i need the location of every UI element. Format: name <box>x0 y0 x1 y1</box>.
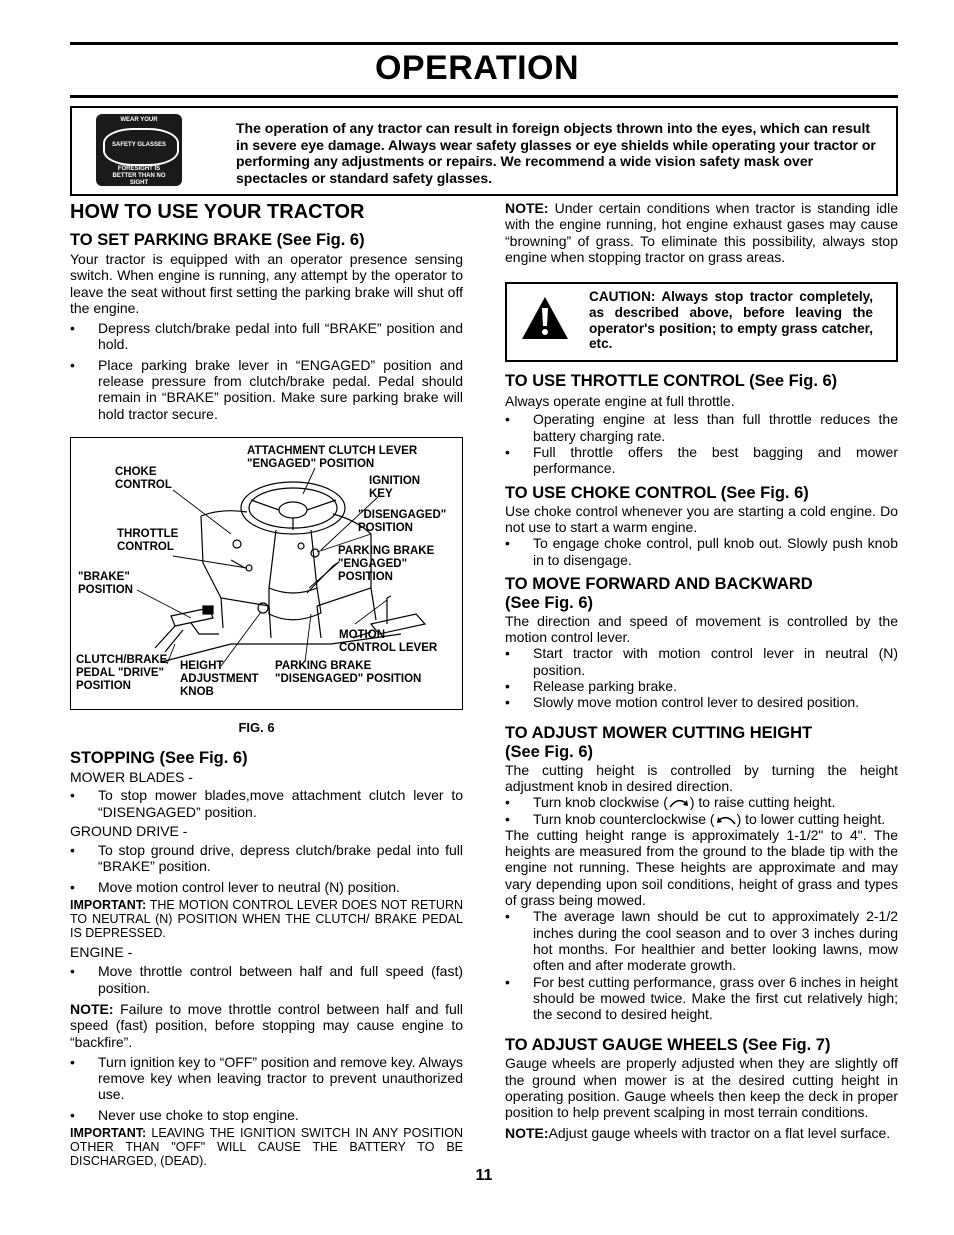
list-item: • Slowly move motion control lever to desired position. <box>505 694 898 710</box>
list-item: • Operating engine at less than full throttle reduces the battery charging rate. <box>505 411 898 444</box>
throttle-heading: TO USE THROTTLE CONTROL (See Fig. 6) <box>505 372 838 391</box>
important-text: LEAVING THE IGNITION SWITCH IN ANY POSITION OTHER THAN "OFF" WILL CAUSE THE BATTERY TO BE DISCHARGED, (DEAD). <box>70 1126 463 1169</box>
note-text: Failure to move throttle control between half and full speed (fast) position, before stopping may cause engine to “backfire”. <box>70 1000 463 1050</box>
engine-steps <box>70 963 463 996</box>
stopping-heading: STOPPING (See Fig. 6) <box>70 748 248 767</box>
list-item: • Depress clutch/brake pedal into full “BRAKE” position and hold. <box>70 320 463 353</box>
title-rule <box>70 95 898 98</box>
label-motion-control-lever: MOTION CONTROL LEVER <box>339 628 438 654</box>
right-column <box>505 200 898 1141</box>
important-label: IMPORTANT: <box>70 1126 147 1141</box>
badge-top-text: WEAR YOUR <box>120 117 158 123</box>
height-knob-steps <box>505 794 898 827</box>
note-text: Under certain conditions when tractor is standing idle with the engine running, hot engine exhaust gases may cause “browning” of grass. To eliminate this possibility, always stop engine when stopping tractor on grass areas. <box>505 200 898 265</box>
throttle-intro: Always operate engine at full throttle. <box>505 393 735 410</box>
choke-heading: TO USE CHOKE CONTROL (See Fig. 6) <box>505 483 809 502</box>
list-item: • Full throttle offers the best bagging and mower performance. <box>505 444 898 477</box>
list-item: • To engage choke control, pull knob out. Slowly push knob in to disengage. <box>505 535 898 568</box>
list-item: • Release parking brake. <box>505 678 898 694</box>
mowing-tips <box>505 908 898 1022</box>
label-choke-control: CHOKE CONTROL <box>115 465 172 491</box>
gauge-intro: Gauge wheels are properly adjusted when they are slightly off the ground when mower is at the desired cutting height in operating position. Gauge wheels then keep the deck in proper position to help prevent scalping in most terrain conditions. <box>505 1055 898 1121</box>
badge-middle-text: SAFETY GLASSES <box>112 142 166 148</box>
safety-warning-box <box>70 106 898 196</box>
move-intro: The direction and speed of movement is controlled by the motion control lever. <box>505 612 898 646</box>
safety-glasses-badge <box>96 114 182 186</box>
label-parking-brake-disengaged: PARKING BRAKE "DISENGAGED" POSITION <box>275 659 422 685</box>
label-disengaged-position: "DISENGAGED" POSITION <box>358 508 447 534</box>
parking-brake-steps <box>70 320 463 422</box>
mower-blades-label: MOWER BLADES - <box>70 768 193 785</box>
list-item: • Never use choke to stop engine. <box>70 1107 463 1123</box>
counterclockwise-result: ) to lower cutting height. <box>736 810 886 827</box>
note-label: NOTE: <box>70 1000 114 1017</box>
parking-brake-intro: Your tractor is equipped with an operator presence sensing switch. When engine is running, any attempt by the operator to leave the seat without first setting the parking brake will shut off the engine. <box>70 251 463 316</box>
list-item <box>505 811 898 827</box>
label-throttle-control: THROTTLE CONTROL <box>117 527 179 553</box>
list-item: • Turn ignition key to “OFF” position and remove key. Always remove key when leaving tractor to prevent unauthorized use. <box>70 1054 463 1103</box>
gauge-note <box>505 1125 898 1141</box>
move-steps <box>505 645 898 710</box>
top-rule <box>70 42 898 45</box>
note-backfire <box>70 1001 463 1050</box>
label-attachment-clutch: ATTACHMENT CLUTCH LEVER "ENGAGED" POSITION <box>247 444 418 470</box>
choke-steps <box>505 535 898 568</box>
engine-label: ENGINE - <box>70 944 133 961</box>
height-heading: TO ADJUST MOWER CUTTING HEIGHT <box>505 723 813 742</box>
counterclockwise-text: Turn knob counterclockwise ( <box>533 810 715 827</box>
mower-blades-steps <box>70 787 463 820</box>
list-item: • To stop mower blades,move attachment clutch lever to “DISENGAGED” position. <box>70 787 463 820</box>
caution-text: CAUTION: Always stop tractor completely, as described above, before leaving the operator's position; to empty grass catcher, etc. <box>589 289 873 352</box>
list-item <box>505 794 898 810</box>
label-parking-brake-engaged: PARKING BRAKE "ENGAGED" POSITION <box>338 544 435 583</box>
warning-triangle-icon <box>519 294 571 342</box>
label-brake-position: "BRAKE" POSITION <box>78 570 133 596</box>
caution-box <box>505 282 898 362</box>
note-exhaust <box>505 200 898 265</box>
counterclockwise-arrow-icon <box>715 813 737 825</box>
clockwise-arrow-icon <box>668 796 690 808</box>
move-heading-ref: (See Fig. 6) <box>505 593 594 612</box>
label-ignition-key: IGNITION KEY <box>369 474 421 500</box>
clockwise-result: ) to raise cutting height. <box>689 794 836 811</box>
section-title: HOW TO USE YOUR TRACTOR <box>70 201 365 223</box>
important-text: THE MOTION CONTROL LEVER DOES NOT RETURN TO NEUTRAL (N) POSITION WHEN THE CLUTCH/ BRAKE PEDAL IS DEPRESSED. <box>70 898 463 941</box>
list-item: • Move throttle control between half and full speed (fast) position. <box>70 963 463 996</box>
height-heading-ref: (See Fig. 6) <box>505 742 594 761</box>
label-clutch-brake-pedal: CLUTCH/BRAKE PEDAL "DRIVE" POSITION <box>76 653 168 692</box>
important-label: IMPORTANT: <box>70 898 147 913</box>
important-note-motion <box>70 898 463 940</box>
figure-6 <box>70 437 463 710</box>
list-item: • For best cutting performance, grass over 6 inches in height should be mowed twice. Make the first cut relatively high; the second to desired height. <box>505 974 898 1023</box>
choke-intro: Use choke control whenever you are starting a cold engine. Do not use to start a warm engine. <box>505 502 898 535</box>
page-title: OPERATION <box>374 49 580 87</box>
note-label: NOTE: <box>505 200 549 216</box>
list-item: • Move motion control lever to neutral (N) position. <box>70 879 463 895</box>
important-note-ignition <box>70 1126 463 1168</box>
list-item: • Place parking brake lever in “ENGAGED” position and release pressure from clutch/brake pedal. Pedal should remain in “BRAKE” position. Make sure parking brake will hold tractor secure. <box>70 357 463 422</box>
parking-brake-heading: TO SET PARKING BRAKE (See Fig. 6) <box>70 231 365 249</box>
gauge-heading: TO ADJUST GAUGE WHEELS (See Fig. 7) <box>505 1036 831 1055</box>
throttle-steps <box>505 411 898 476</box>
figure-caption: FIG. 6 <box>238 719 275 735</box>
label-height-adjustment-knob: HEIGHT ADJUSTMENT KNOB <box>180 659 259 698</box>
clockwise-text: Turn knob clockwise ( <box>533 794 668 811</box>
list-item: • The average lawn should be cut to approximately 2-1/2 inches during the cool season and to over 3 inches during hot months. For healthier and better looking lawns, mow often and after moderate growth. <box>505 908 898 973</box>
safety-warning-text: The operation of any tractor can result in foreign objects thrown into the eyes, which can result in severe eye damage. Always wear safety glasses or eye shields while operating your tractor or performing any adjustments or repairs. We recommend a wide vision safety mask over spectacles or standard safety glasses. <box>236 120 876 186</box>
height-range-text: The cutting height range is approximately 1-1/2" to 4". The heights are measured from the ground to the blade tip with the engine not running. These heights are approximate and may vary depending upon soil conditions, height of grass and types of grass being mowed. <box>505 826 898 909</box>
move-heading: TO MOVE FORWARD AND BACKWARD <box>505 574 813 593</box>
list-item: • Start tractor with motion control lever in neutral (N) position. <box>505 645 898 678</box>
note-text: Adjust gauge wheels with tractor on a flat level surface. <box>548 1124 891 1141</box>
note-label: NOTE: <box>505 1124 549 1141</box>
list-item: • To stop ground drive, depress clutch/brake pedal into full “BRAKE” position. <box>70 842 463 875</box>
shutdown-steps <box>70 1054 463 1123</box>
ground-drive-label: GROUND DRIVE - <box>70 822 188 839</box>
height-intro: The cutting height is controlled by turning the height adjustment knob in desired direction. <box>505 761 898 794</box>
badge-bottom-text: FORESIGHT IS BETTER THAN NO SIGHT <box>112 166 166 186</box>
page-number: 11 <box>475 1167 493 1184</box>
ground-drive-steps <box>70 842 463 895</box>
left-column <box>70 200 463 1168</box>
